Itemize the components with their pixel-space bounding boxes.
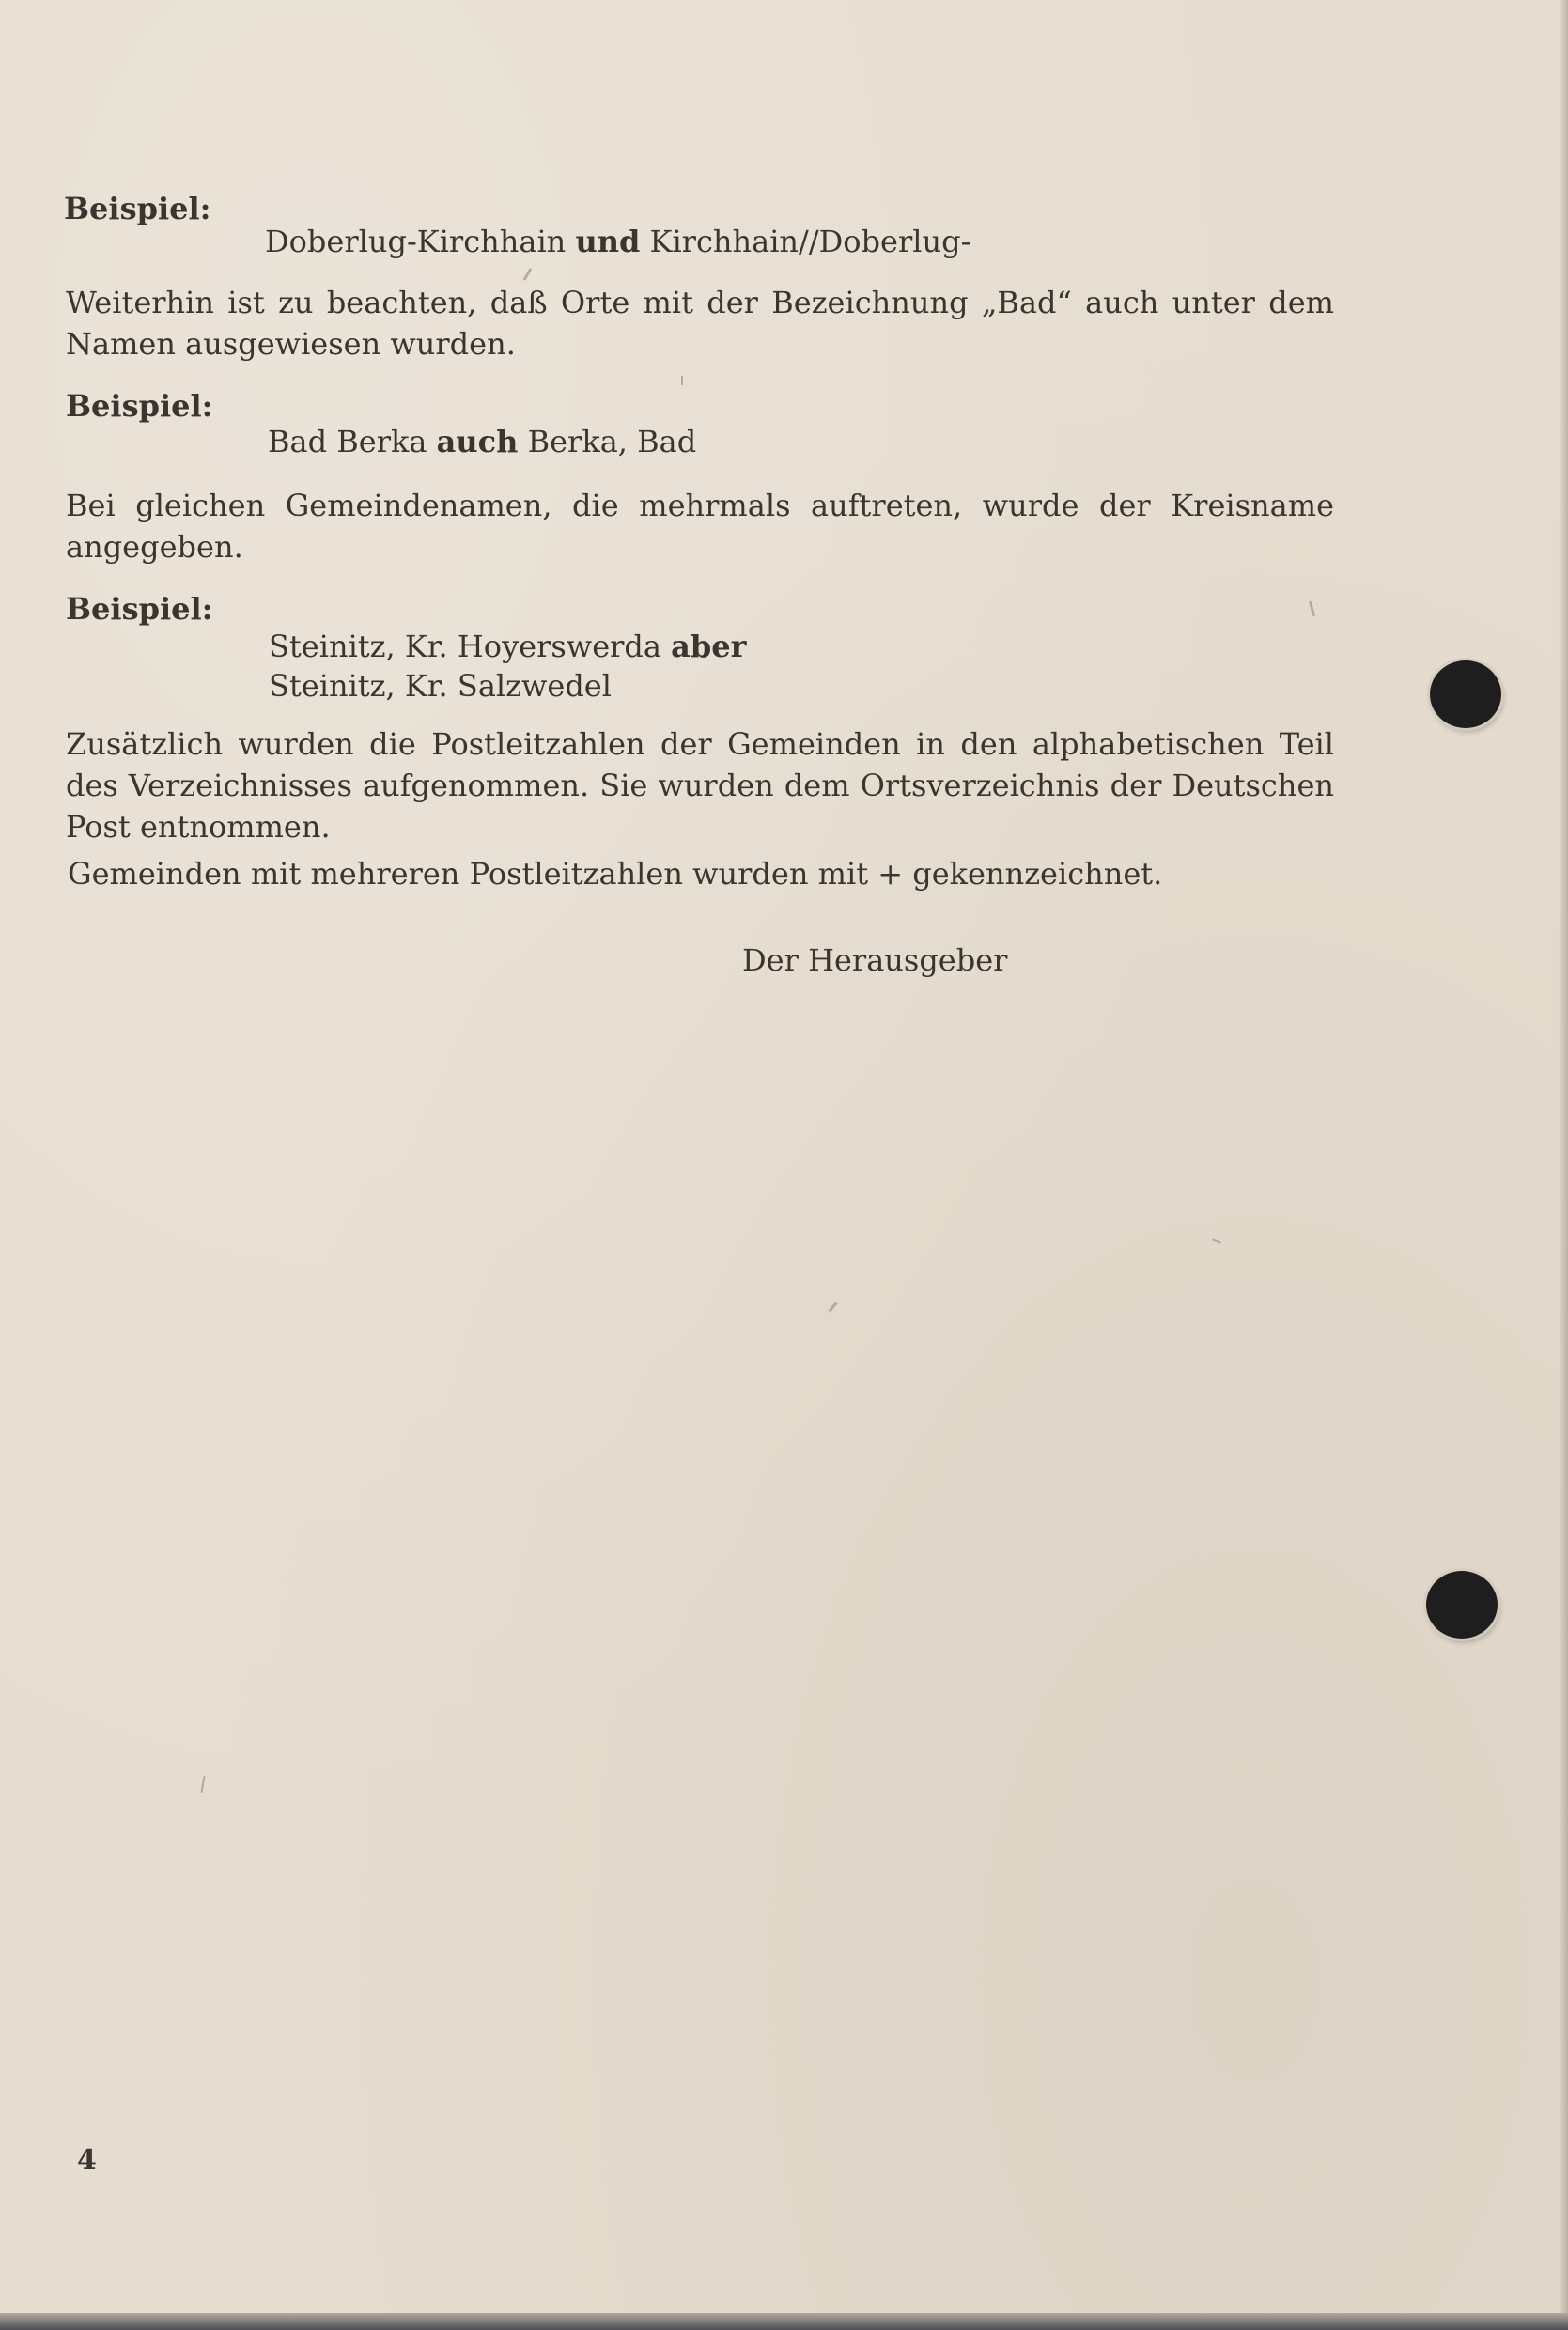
punch-hole-upper — [1430, 660, 1501, 728]
page-bottom-edge — [0, 2313, 1568, 2330]
example-2-part1: Bad Berka — [268, 424, 427, 459]
example-label-2: Beispiel: — [66, 388, 213, 424]
paragraph-bad-names: Weiterhin ist zu beachten, daß Orte mit der Bezeichnung „Bad“ auch unter dem Namen ausgewiesen wurden. — [66, 285, 1334, 362]
example-1-connector: und — [575, 224, 641, 259]
example-3-line-1 — [269, 626, 746, 667]
paper-fleck — [681, 376, 683, 385]
paper-fleck — [200, 1776, 205, 1793]
example-1-part2: Kirchhain//Doberlug- — [649, 224, 971, 259]
paragraph-postcodes: Zusätzlich wurden die Postleitzahlen der Gemeinden in den alphabetischen Teil des Verzeichnisses aufgenommen. Sie wurden dem Ortsverzeichnis der Deutschen Post entnommen. — [66, 726, 1334, 845]
example-2-part2: Berka, Bad — [527, 424, 697, 459]
example-3-line1-text: Steinitz, Kr. Hoyerswerda — [269, 629, 661, 664]
example-3-line-2: Steinitz, Kr. Salzwedel — [269, 668, 612, 704]
example-1-line — [265, 221, 970, 262]
paragraph-plus-marker: Gemeinden mit mehreren Postleitzahlen wurden mit + gekennzeichnet. — [68, 856, 1163, 892]
paper-fleck — [1309, 601, 1315, 616]
page-right-edge-shadow — [1559, 0, 1568, 2330]
example-2-connector: auch — [436, 424, 519, 459]
example-label-1: Beispiel: — [64, 191, 211, 226]
paper-fleck — [828, 1301, 837, 1312]
example-1-part1: Doberlug-Kirchhain — [265, 224, 567, 259]
example-3-connector: aber — [671, 629, 747, 664]
example-label-3: Beispiel: — [66, 591, 213, 627]
paper-fleck — [1212, 1238, 1221, 1243]
page-number: 4 — [77, 2144, 97, 2177]
example-2-line — [268, 421, 696, 462]
paragraph-same-names: Bei gleichen Gemeindenamen, die mehrmals auftreten, wurde der Kreisname angegeben. — [66, 488, 1334, 565]
punch-hole-lower — [1426, 1571, 1498, 1639]
signature-publisher: Der Herausgeber — [742, 942, 1008, 978]
paper-fleck — [523, 268, 533, 281]
